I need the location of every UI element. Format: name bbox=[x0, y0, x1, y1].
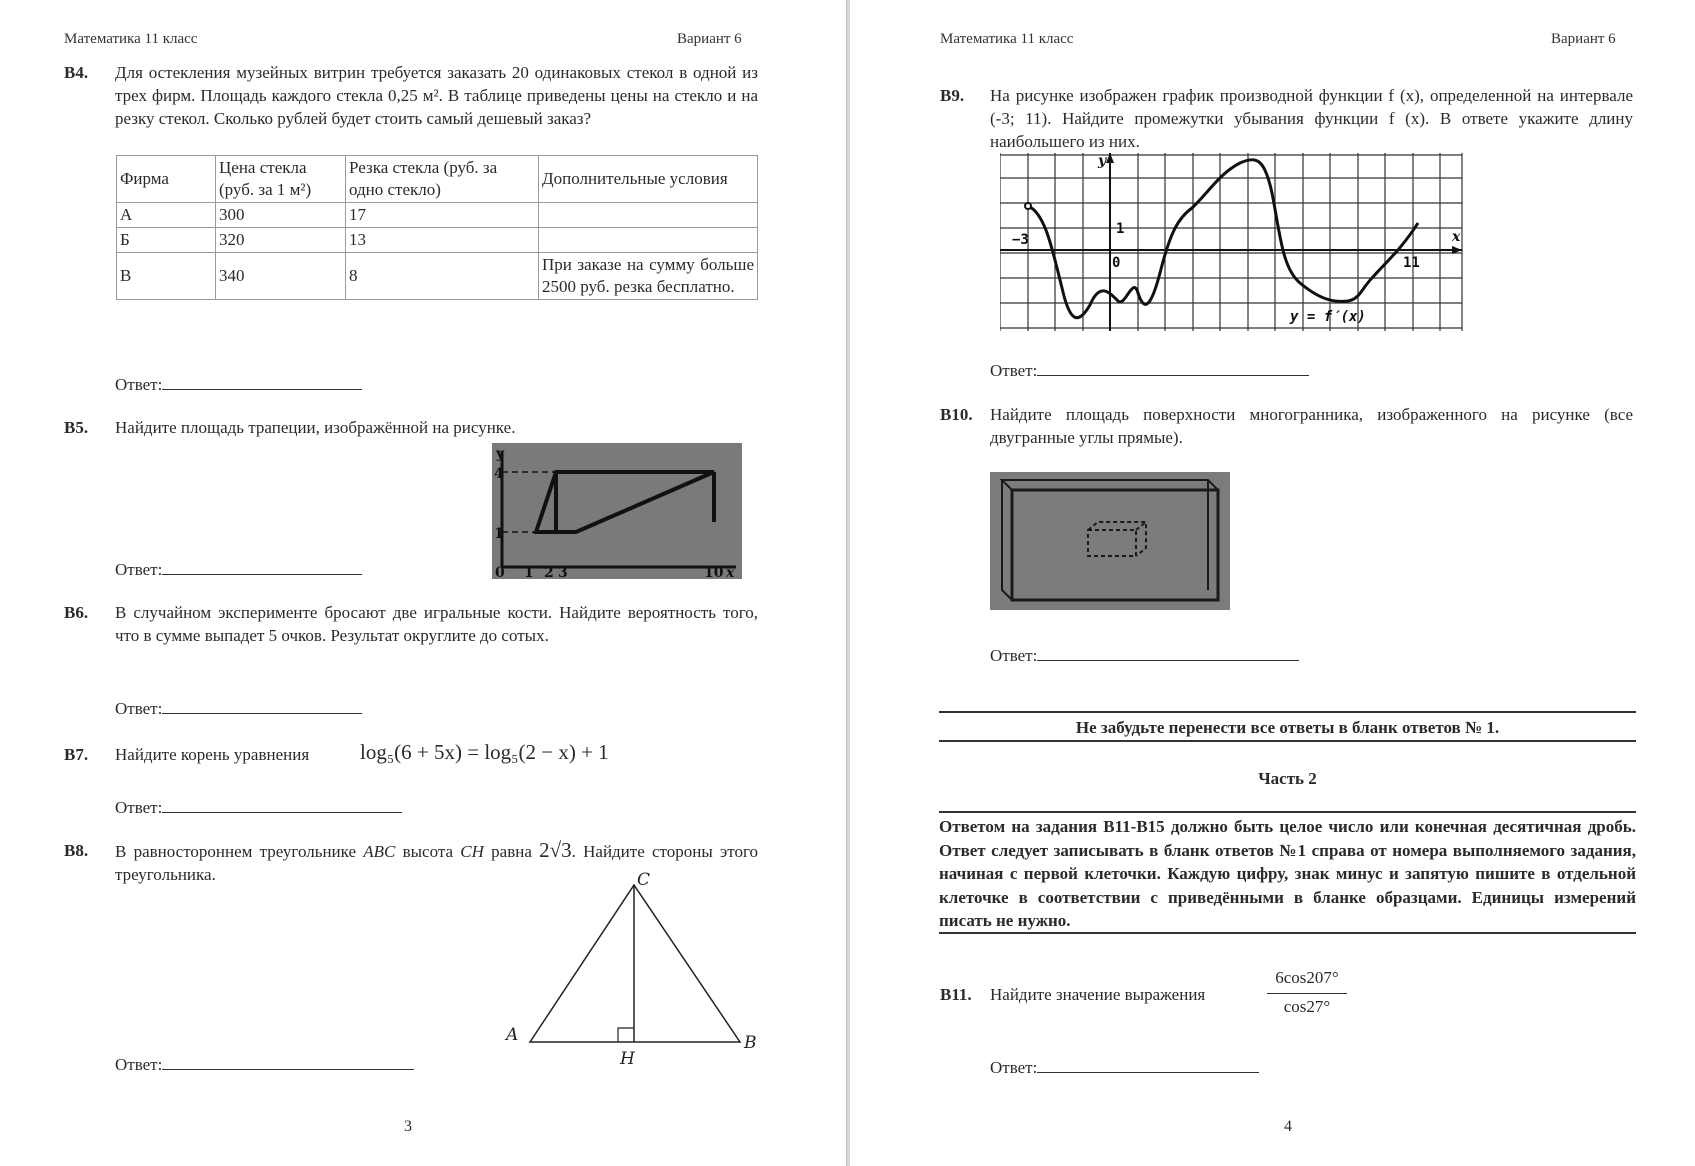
answer-field[interactable] bbox=[990, 643, 1299, 666]
endpoint-marker bbox=[1025, 203, 1031, 209]
tick-label: 1 bbox=[494, 526, 504, 542]
question-text: Для остекления музейных витрин требуется заказать 20 одинаковых стекол в одной из трех фирм. Площадь каждого стекла 0,25 м². В таблице приведены цены на стекло и на резку стекол. Сколько рублей будет стоить самый дешевый заказ? bbox=[115, 63, 758, 128]
right-angle-mark bbox=[618, 1028, 634, 1042]
question-number: B5. bbox=[64, 418, 89, 437]
fraction-bar bbox=[1267, 993, 1347, 994]
question-text: Найдите площадь поверхности многогранника, изображенного на рисунке (все двугранные углы прямые). bbox=[990, 405, 1633, 447]
price-table bbox=[116, 155, 758, 300]
question-text-part: высота bbox=[402, 842, 454, 861]
answer-label: Ответ: bbox=[115, 375, 163, 394]
table-header-cell: Резка стекла (руб. за одно стекло) bbox=[346, 156, 539, 203]
triangle-figure bbox=[500, 868, 770, 1073]
tick-label: 3 bbox=[558, 565, 568, 579]
table-header-row bbox=[117, 156, 758, 203]
answer-line[interactable] bbox=[1037, 358, 1309, 376]
header-subject: Математика 11 класс bbox=[64, 31, 198, 47]
question-number: B9. bbox=[940, 86, 965, 105]
axis-label-y: y bbox=[496, 446, 505, 462]
reminder-rule-top bbox=[939, 711, 1636, 713]
answer-field[interactable] bbox=[115, 795, 402, 818]
table-row bbox=[117, 228, 758, 253]
answer-line[interactable] bbox=[162, 372, 362, 390]
tick-label: 2 bbox=[544, 565, 554, 579]
question-number: B7. bbox=[64, 745, 89, 764]
vertex-label-b: B bbox=[744, 1033, 757, 1053]
header-subject: Математика 11 класс bbox=[940, 31, 1074, 47]
tick-label: 1 bbox=[524, 565, 534, 579]
equation: log₅(6 + 5x) = log₅(2 − x) + 1 bbox=[360, 740, 609, 764]
answer-line[interactable] bbox=[1037, 643, 1299, 661]
table-header-cell: Фирма bbox=[117, 156, 216, 203]
axis-label-y: y bbox=[1098, 153, 1107, 169]
table-cell: 300 bbox=[216, 203, 346, 228]
question-text-part: В равностороннем треугольнике bbox=[115, 842, 357, 861]
answer-line[interactable] bbox=[162, 795, 402, 813]
figure-background bbox=[492, 443, 742, 579]
reminder-rule-bottom bbox=[939, 740, 1636, 742]
tick-label: 0 bbox=[1112, 255, 1121, 271]
derivative-curve bbox=[1028, 160, 1418, 318]
table-cell: 8 bbox=[346, 253, 539, 300]
answer-label: Ответ: bbox=[115, 699, 163, 718]
answer-label: Ответ: bbox=[115, 798, 163, 817]
tick-label: 1 bbox=[1116, 221, 1125, 237]
answer-label: Ответ: bbox=[115, 1055, 163, 1074]
figure-background bbox=[990, 472, 1230, 610]
vertex-label-a: A bbox=[506, 1025, 519, 1045]
answer-field[interactable] bbox=[115, 372, 362, 395]
reminder-text: Не забудьте перенести все ответы в бланк ответов № 1. bbox=[1075, 718, 1500, 737]
answer-field[interactable] bbox=[990, 358, 1309, 381]
tick-label: 11 bbox=[1403, 255, 1420, 271]
answer-line[interactable] bbox=[162, 557, 362, 575]
fraction-denominator: cos27° bbox=[1283, 997, 1331, 1016]
instructions-rule-bottom bbox=[939, 932, 1636, 934]
question-text: В случайном эксперименте бросают две игральные кости. Найдите вероятность того, что в сумме выпадет 5 очков. Результат округлите до сотых. bbox=[115, 603, 758, 645]
question-number: B10. bbox=[940, 405, 973, 424]
table-row bbox=[117, 253, 758, 300]
table-cell: А bbox=[117, 203, 216, 228]
answer-label: Ответ: bbox=[990, 646, 1038, 665]
table-cell: При заказе на сумму больше 2500 руб. резка бесплатно. bbox=[539, 253, 758, 300]
question-text: Найдите площадь трапеции, изображённой на рисунке. bbox=[115, 418, 516, 437]
triangle-shape bbox=[530, 885, 740, 1042]
axis-label-x: x bbox=[726, 565, 735, 579]
answer-field[interactable] bbox=[115, 1052, 414, 1075]
question-number: B8. bbox=[64, 841, 89, 860]
table-row bbox=[117, 203, 758, 228]
table-cell: 340 bbox=[216, 253, 346, 300]
part2-instructions: Ответом на задания B11-B15 должно быть целое число или конечная десятичная дробь. Ответ следует записывать в бланк ответов №1 справа от номера выполняемого задания, начиная с первой клеточки. Каждую цифру, знак минус и запятую пишите в отдельной клеточке в соответствии с приведёнными в бланке образцами. Единицы измерений писать не нужно. bbox=[939, 817, 1636, 930]
curve-label: y = f′(x) bbox=[1290, 309, 1366, 325]
answer-field[interactable] bbox=[115, 696, 362, 719]
page-number: 4 bbox=[1284, 1118, 1292, 1135]
derivative-graph bbox=[1000, 153, 1465, 331]
height-name: CH bbox=[460, 842, 484, 861]
table-cell: 13 bbox=[346, 228, 539, 253]
tick-label: 10 bbox=[704, 565, 724, 579]
answer-line[interactable] bbox=[1037, 1055, 1259, 1073]
left-page bbox=[0, 0, 846, 1166]
answer-field[interactable] bbox=[115, 557, 362, 580]
question-text: Найдите корень уравнения bbox=[115, 745, 310, 764]
table-cell bbox=[539, 228, 758, 253]
question-text: На рисунке изображен график производной функции f (x), определенной на интервале (-3; 11). Найдите промежутки убывания функции f (x). В ответе укажите длину наибольшего из них. bbox=[990, 86, 1633, 151]
triangle-name: ABC bbox=[363, 842, 396, 861]
height-value: 2√3 bbox=[539, 838, 572, 862]
table-header-cell: Дополнительные условия bbox=[539, 156, 758, 203]
header-variant: Вариант 6 bbox=[677, 31, 742, 47]
tick-label: 0 bbox=[495, 565, 505, 579]
question-number: B6. bbox=[64, 603, 89, 622]
answer-label: Ответ: bbox=[990, 361, 1038, 380]
instructions-rule-top bbox=[939, 811, 1636, 813]
axis-label-x: x bbox=[1452, 229, 1461, 245]
answer-label: Ответ: bbox=[990, 1058, 1038, 1077]
question-text-part: . Найдите стороны этого треугольника. bbox=[115, 842, 759, 884]
graph-grid bbox=[1000, 153, 1462, 331]
answer-line[interactable] bbox=[162, 696, 362, 714]
question-text: Найдите значение выражения bbox=[990, 985, 1206, 1004]
part2-title: Часть 2 bbox=[1258, 769, 1317, 788]
table-cell bbox=[539, 203, 758, 228]
fraction-numerator: 6cos207° bbox=[1275, 968, 1339, 987]
header-variant: Вариант 6 bbox=[1551, 31, 1616, 47]
table-cell: В bbox=[117, 253, 216, 300]
question-number: B4. bbox=[64, 63, 89, 82]
vertex-label-h: H bbox=[620, 1049, 635, 1069]
tick-label: 4 bbox=[494, 466, 504, 482]
question-text-part: равна bbox=[491, 842, 532, 861]
right-page bbox=[850, 0, 1695, 1166]
trapezoid-figure bbox=[492, 443, 742, 579]
polyhedron-figure bbox=[990, 472, 1230, 614]
table-cell: 17 bbox=[346, 203, 539, 228]
table-cell: Б bbox=[117, 228, 216, 253]
answer-line[interactable] bbox=[162, 1052, 414, 1070]
answer-label: Ответ: bbox=[115, 560, 163, 579]
tick-label: −3 bbox=[1012, 232, 1029, 248]
question-number: B11. bbox=[940, 985, 972, 1004]
table-cell: 320 bbox=[216, 228, 346, 253]
answer-field[interactable] bbox=[990, 1055, 1259, 1078]
table-header-cell: Цена стекла (руб. за 1 м²) bbox=[216, 156, 346, 203]
vertex-label-c: C bbox=[637, 870, 651, 890]
page-number: 3 bbox=[404, 1118, 412, 1135]
